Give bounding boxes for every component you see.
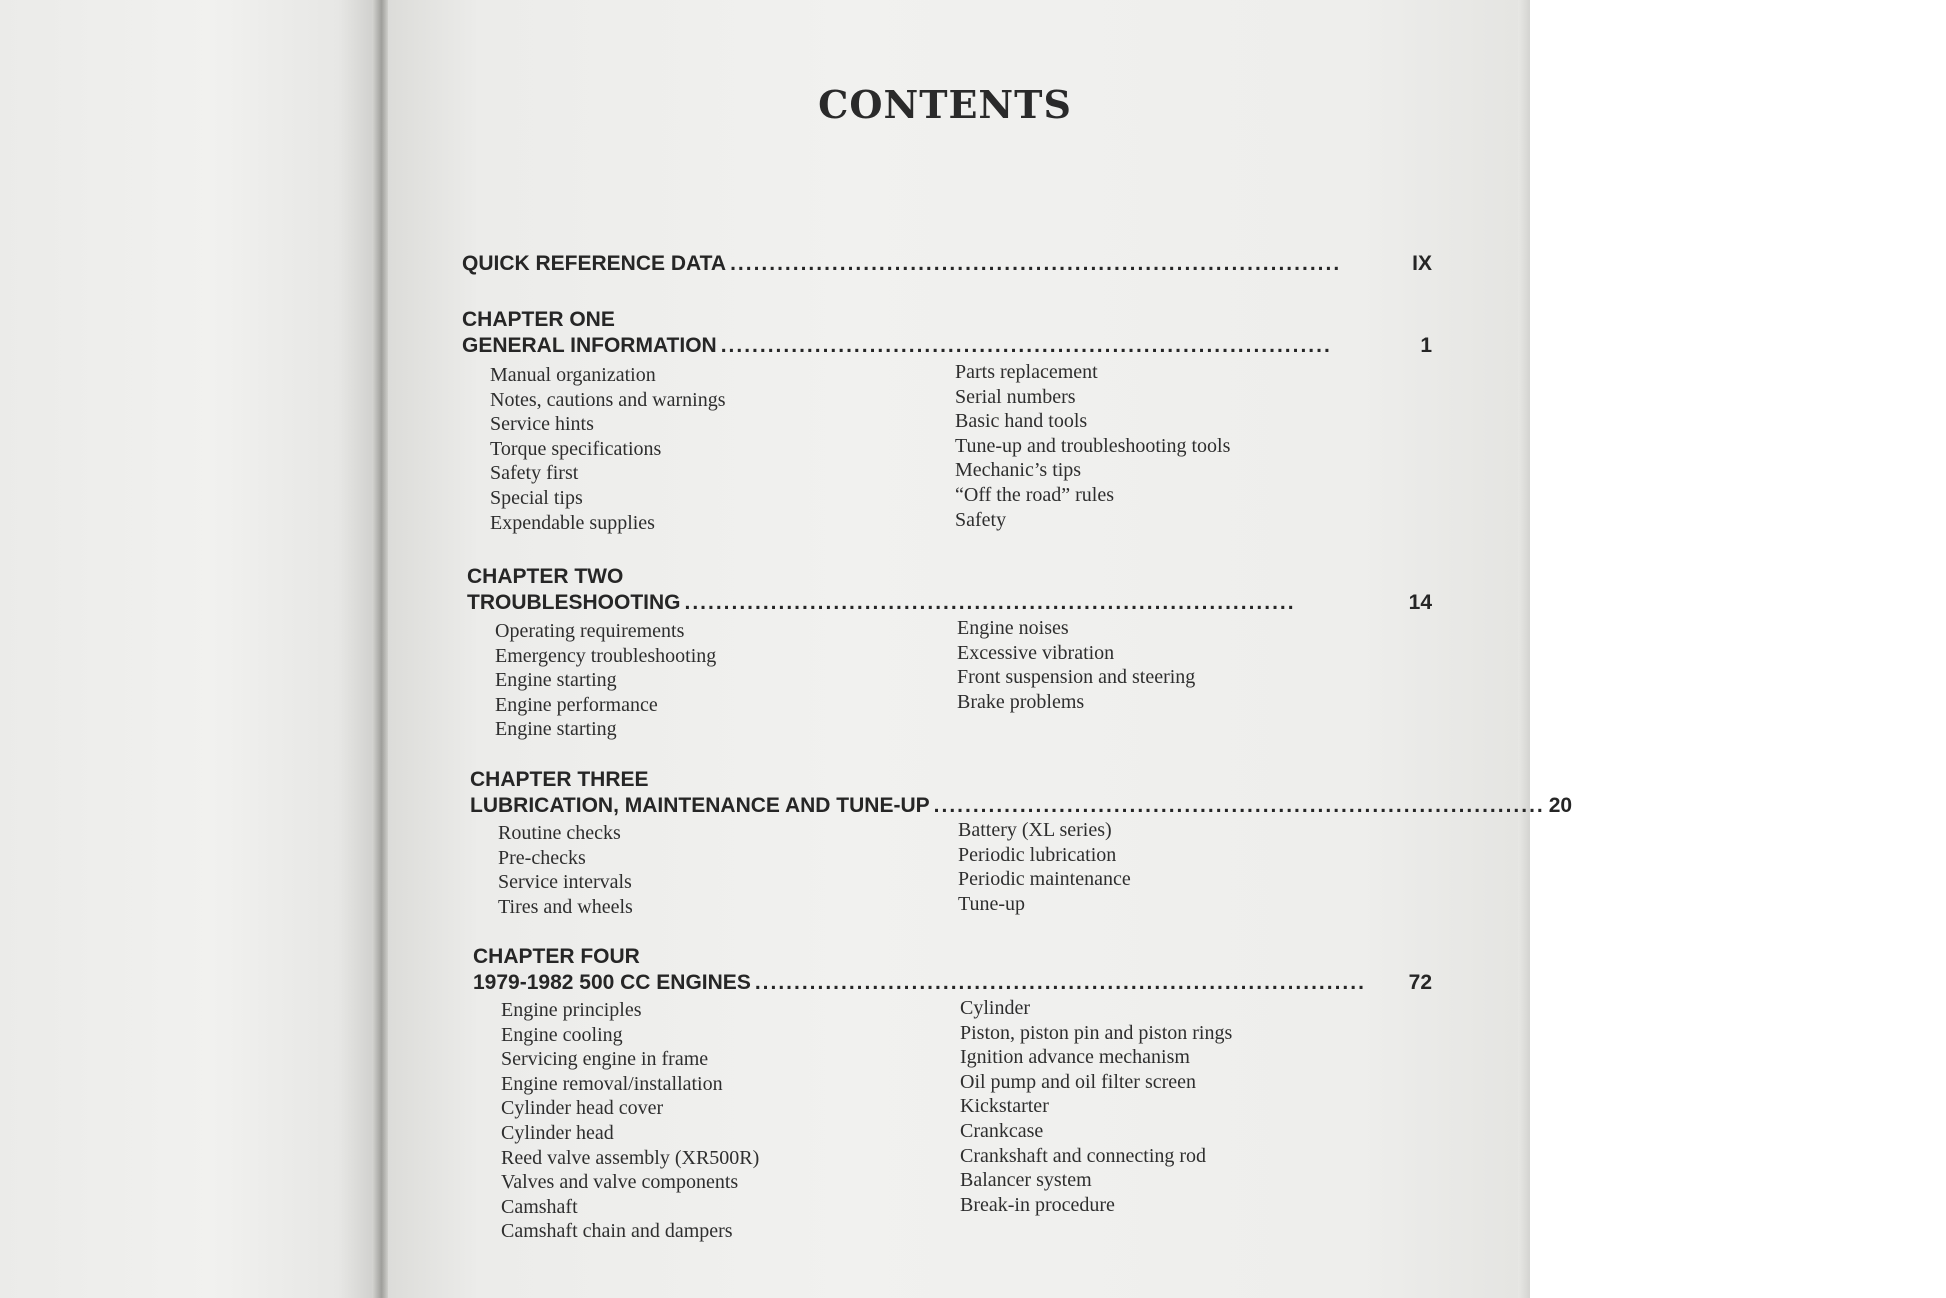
- topic-item: Reed valve assembly (XR500R): [501, 1146, 760, 1169]
- topic-item: Engine removal/installation: [501, 1072, 723, 1095]
- topic-item: Notes, cautions and warnings: [490, 388, 726, 411]
- quick-reference-label: QUICK REFERENCE DATA: [462, 252, 727, 275]
- topic-item: Service hints: [490, 413, 594, 436]
- chapter-one-number: CHAPTER ONE: [462, 308, 615, 331]
- topic-item: Tires and wheels: [498, 895, 633, 918]
- chapter-three-right-topics: [958, 818, 1131, 916]
- topic-item: Routine checks: [498, 822, 621, 844]
- topic-item: Camshaft chain and dampers: [501, 1220, 733, 1243]
- chapter-three-left-topics: [498, 821, 633, 919]
- chapter-one-left-topics: [490, 363, 726, 535]
- leader-dots: ..............................................................................: [720, 334, 1332, 357]
- topic-item: Safety: [955, 508, 1007, 531]
- topic-item: Emergency troubleshooting: [495, 644, 717, 667]
- page-number: 20: [1548, 794, 1573, 817]
- topic-item: Manual organization: [490, 364, 656, 386]
- topic-item: Cylinder: [960, 997, 1030, 1019]
- chapter-three-entry: [470, 794, 1573, 818]
- topic-item: Special tips: [490, 486, 583, 509]
- page-number: IX: [1412, 252, 1432, 275]
- leader-dots: ..............................................................................: [730, 252, 1342, 275]
- topic-item: Service intervals: [498, 871, 632, 894]
- page-number: 14: [1408, 591, 1432, 614]
- topic-item: Engine starting: [495, 718, 617, 741]
- chapter-four-title: 1979-1982 500 CC ENGINES: [473, 971, 751, 994]
- topic-item: Servicing engine in frame: [501, 1048, 709, 1071]
- topic-item: Cylinder head: [501, 1121, 614, 1144]
- topic-item: Piston, piston pin and piston rings: [960, 1021, 1233, 1044]
- topic-item: Engine cooling: [501, 1023, 623, 1046]
- topic-item: Torque specifications: [490, 437, 662, 460]
- topic-item: Basic hand tools: [955, 410, 1088, 433]
- topic-item: Tune-up: [958, 892, 1026, 915]
- topic-item: Kickstarter: [960, 1095, 1049, 1118]
- chapter-two-number: CHAPTER TWO: [467, 565, 624, 588]
- chapter-four-number: CHAPTER FOUR: [473, 945, 640, 968]
- topic-item: Crankcase: [960, 1119, 1044, 1142]
- left-page: [0, 0, 385, 1298]
- topic-item: Engine starting: [495, 669, 617, 692]
- chapter-four-right-topics: [960, 996, 1232, 1217]
- topic-item: Front suspension and steering: [957, 666, 1196, 689]
- topic-item: “Off the road” rules: [955, 483, 1115, 506]
- chapter-two-right-topics: [957, 616, 1195, 714]
- chapter-one-title: GENERAL INFORMATION: [462, 334, 717, 357]
- chapter-three-title: LUBRICATION, MAINTENANCE AND TUNE-UP: [470, 794, 930, 817]
- chapter-three-number: CHAPTER THREE: [470, 768, 649, 791]
- topic-item: Engine principles: [501, 999, 642, 1021]
- quick-reference-entry: [462, 252, 1432, 276]
- leader-dots: ..............................................................................: [933, 794, 1545, 817]
- chapter-four-entry: [473, 971, 1432, 995]
- page-number: 72: [1408, 971, 1432, 994]
- page-edge: [1518, 0, 1530, 1298]
- topic-item: Valves and valve components: [501, 1171, 739, 1194]
- topic-item: Excessive vibration: [957, 641, 1115, 664]
- topic-item: Periodic maintenance: [958, 868, 1131, 891]
- topic-item: Oil pump and oil filter screen: [960, 1070, 1197, 1093]
- topic-item: Safety first: [490, 462, 579, 485]
- topic-item: Cylinder head cover: [501, 1097, 664, 1120]
- topic-item: Mechanic’s tips: [955, 459, 1082, 482]
- book-gutter: [372, 0, 388, 1298]
- topic-item: Balancer system: [960, 1169, 1092, 1192]
- leader-dots: ..............................................................................: [684, 591, 1296, 614]
- page-title: CONTENTS: [818, 82, 1072, 127]
- topic-item: Engine performance: [495, 693, 658, 716]
- topic-item: Brake problems: [957, 690, 1085, 713]
- chapter-four-left-topics: [501, 998, 759, 1244]
- chapter-two-left-topics: [495, 619, 716, 742]
- page-number: 1: [1420, 334, 1432, 357]
- chapter-one-entry: [462, 334, 1432, 358]
- topic-item: Operating requirements: [495, 620, 685, 642]
- chapter-one-right-topics: [955, 360, 1230, 532]
- topic-item: Pre-checks: [498, 846, 586, 869]
- topic-item: Battery (XL series): [958, 819, 1112, 841]
- topic-item: Periodic lubrication: [958, 843, 1117, 866]
- leader-dots: ..............................................................................: [754, 971, 1366, 994]
- topic-item: Crankshaft and connecting rod: [960, 1144, 1207, 1167]
- topic-item: Parts replacement: [955, 361, 1098, 383]
- chapter-two-entry: [467, 591, 1432, 615]
- topic-item: Engine noises: [957, 617, 1069, 639]
- topic-item: Break-in procedure: [960, 1193, 1115, 1216]
- topic-item: Tune-up and troubleshooting tools: [955, 434, 1231, 457]
- chapter-two-title: TROUBLESHOOTING: [467, 591, 681, 614]
- topic-item: Expendable supplies: [490, 511, 655, 534]
- topic-item: Serial numbers: [955, 385, 1076, 408]
- topic-item: Camshaft: [501, 1195, 578, 1218]
- topic-item: Ignition advance mechanism: [960, 1046, 1190, 1069]
